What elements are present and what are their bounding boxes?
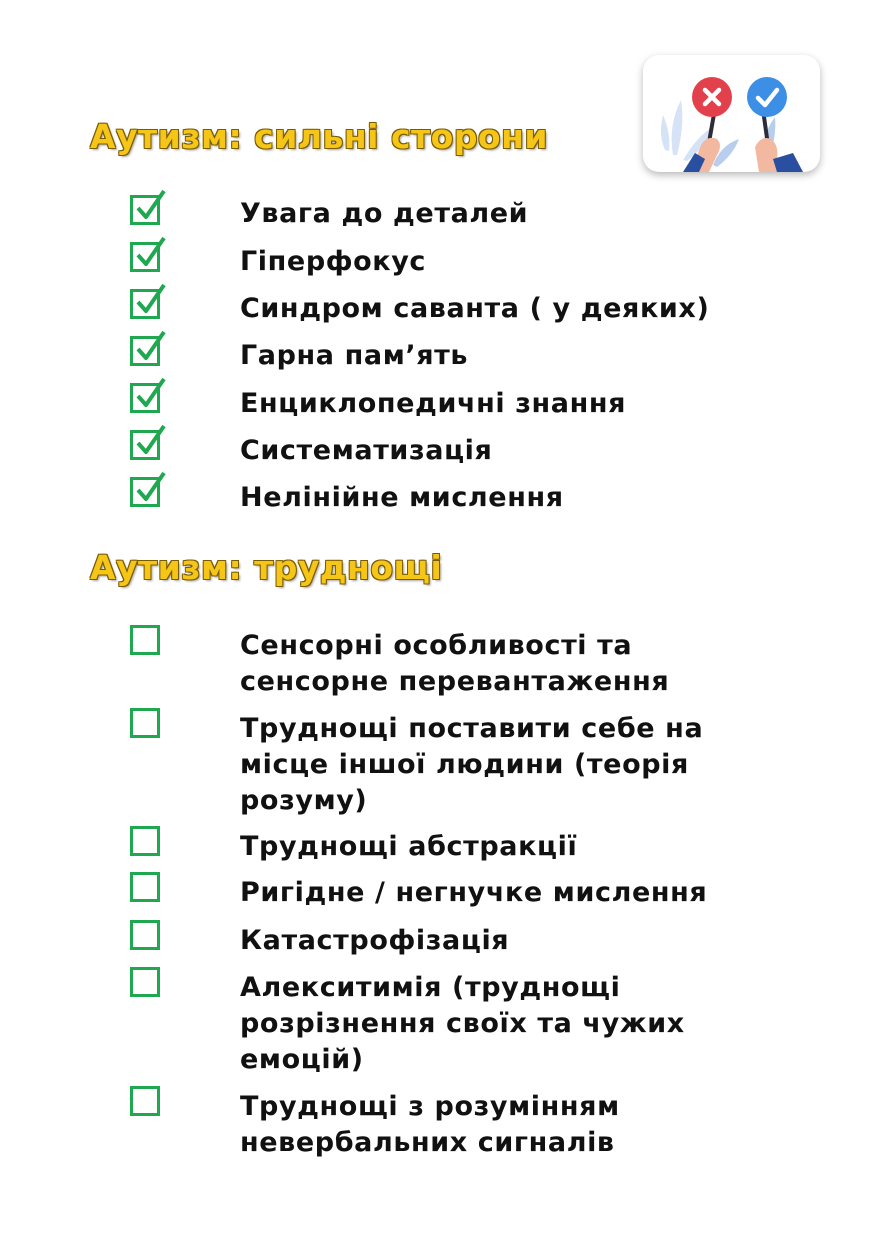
checked-checkbox[interactable] [130, 242, 160, 272]
empty-checkbox[interactable] [130, 826, 160, 856]
checkmark-icon [133, 282, 169, 318]
checked-checkbox[interactable] [130, 336, 160, 366]
strength-label: Енциклопедичні знання [240, 388, 627, 419]
empty-checkbox[interactable] [130, 625, 160, 655]
checkmark-icon [133, 329, 169, 365]
difficulties-heading: Аутизм: труднощі [90, 548, 443, 587]
cross-sign-icon [692, 77, 732, 117]
check-sign-icon [747, 77, 787, 117]
difficulty-label: Труднощі абстракції [240, 831, 578, 862]
empty-checkbox[interactable] [130, 872, 160, 902]
empty-checkbox[interactable] [130, 708, 160, 738]
yes-no-illustration [643, 55, 820, 172]
checkmark-icon [133, 423, 169, 459]
checked-checkbox[interactable] [130, 477, 160, 507]
checkmark-icon [133, 188, 169, 224]
checked-checkbox[interactable] [130, 289, 160, 319]
checkmark-icon [133, 235, 169, 271]
difficulty-label: Катастрофізація [240, 925, 510, 956]
strength-label: Систематизація [240, 435, 493, 466]
strength-label: Синдром саванта ( у деяких) [240, 293, 710, 324]
strengths-heading: Аутизм: сильні сторони [90, 117, 549, 156]
strength-label: Нелінійне мислення [240, 482, 564, 513]
checkmark-icon [133, 376, 169, 412]
difficulty-label: Сенсорні особливості та сенсорне перевантаження [240, 630, 670, 697]
checked-checkbox[interactable] [130, 383, 160, 413]
empty-checkbox[interactable] [130, 920, 160, 950]
difficulty-label: Труднощі поставити себе на місце іншої людини (теорія розуму) [240, 713, 704, 816]
empty-checkbox[interactable] [130, 1086, 160, 1116]
empty-checkbox[interactable] [130, 967, 160, 997]
strength-label: Гіперфокус [240, 246, 427, 277]
checked-checkbox[interactable] [130, 195, 160, 225]
difficulty-label: Алекситимія (труднощі розрізнення своїх та чужих емоцій) [240, 972, 685, 1075]
difficulty-label: Труднощі з розумінням невербальних сигналів [240, 1091, 620, 1158]
checkmark-icon [133, 470, 169, 506]
difficulty-label: Ригідне / негнучке мислення [240, 877, 708, 908]
checked-checkbox[interactable] [130, 430, 160, 460]
strength-label: Гарна пам’ять [240, 340, 469, 371]
strength-label: Увага до деталей [240, 198, 529, 229]
